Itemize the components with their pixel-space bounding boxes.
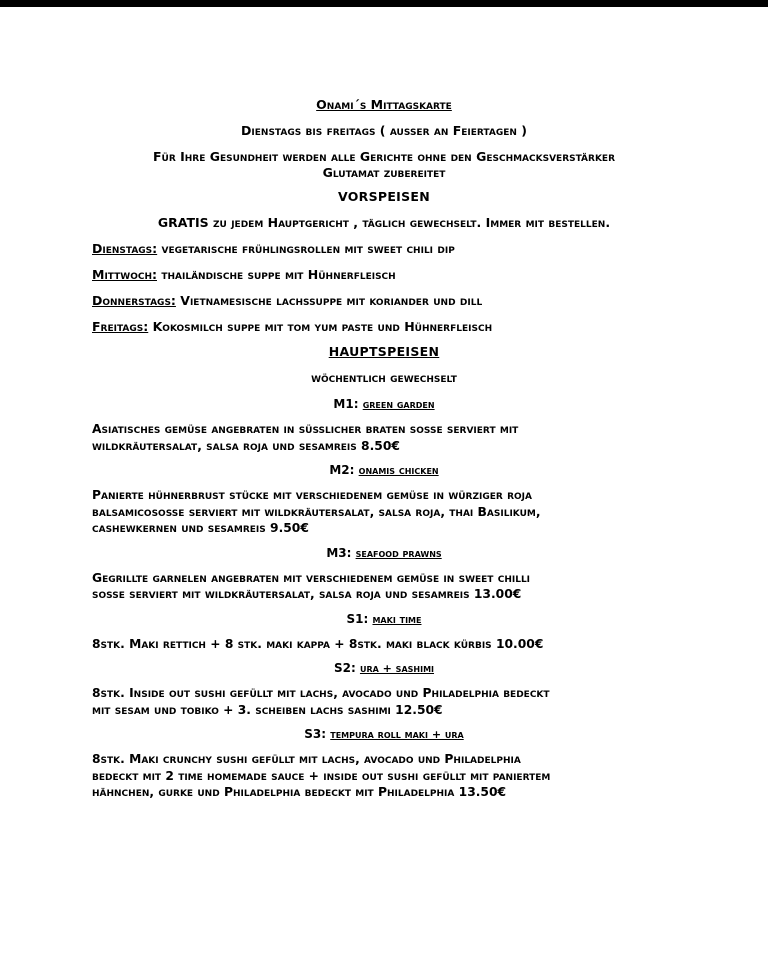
starter-day-label: Dienstags: [92, 241, 158, 256]
hauptspeisen-heading: HAUPTSPEISEN [328, 344, 440, 359]
starter-day-label: Donnerstags: [92, 293, 176, 308]
menu-document [92, 98, 676, 801]
dish-desc-line: wildkräutersalat, salsa roja und sesamreis 8.50€ [92, 438, 400, 453]
dish-heading-s2 [92, 661, 676, 676]
dish-name: ura + sashimi [359, 662, 435, 675]
vorspeisen-heading: VORSPEISEN [337, 189, 431, 204]
starter-day-dish: Vietnamesische lachssuppe mit koriander und dill [175, 293, 483, 308]
dish-desc-line: 8stk. Inside out sushi gefüllt mit lachs, avocado und Philadelphia bedeckt [92, 686, 550, 700]
dish-description-m1 [92, 421, 676, 454]
dish-heading-s3 [92, 727, 676, 742]
dish-code: M2: [329, 463, 359, 477]
starter-day-dish: Kokosmilch suppe mit tom yum paste und Hühnerfleisch [148, 319, 493, 334]
starter-day-row [92, 242, 676, 256]
starter-day-row [92, 320, 676, 334]
hauptspeisen-note: wöchentlich gewechselt [311, 370, 457, 385]
health-note-line-2: Glutamat zubereitet [322, 165, 446, 180]
dish-code: S1: [346, 611, 373, 626]
dish-name: onamis chicken [358, 464, 439, 477]
dish-desc-line: 8stk. Maki rettich + 8 stk. maki kappa + 8stk. maki black kürbis 10.00€ [92, 636, 544, 651]
dish-desc-line: balsamicososse serviert mit wildkräutersalat, salsa roja, thai Basilikum, [92, 504, 541, 519]
dish-desc-line: 8stk. Maki crunchy sushi gefüllt mit lachs, avocado und Philadelphia [92, 752, 521, 766]
starter-day-row [92, 294, 676, 308]
top-border [0, 0, 768, 7]
starter-day-label: Freitags: [92, 319, 149, 334]
dish-code: M3: [326, 545, 356, 560]
dish-code: S2: [333, 661, 360, 675]
dish-desc-line: hähnchen, gurke und Philadelphia bedeckt mit Philadelphia 13.50€ [92, 785, 507, 799]
dish-description-m2 [92, 487, 676, 537]
dish-description-s3 [92, 751, 676, 801]
dish-desc-line: Gegrillte garnelen angebraten mit verschiedenem gemüse in sweet chilli [92, 570, 531, 585]
dish-code: S3: [304, 727, 331, 741]
dish-desc-line: bedeckt mit 2 time homemade sauce + inside out sushi gefüllt mit paniertem [92, 768, 551, 783]
dish-heading-m2 [92, 463, 676, 478]
dish-code: M1: [333, 397, 363, 411]
dish-name: tempura roll maki + ura [330, 728, 464, 741]
menu-subtitle: Dienstags bis freitags ( ausser an Feiertagen ) [241, 123, 527, 138]
starter-day-dish: vegetarische frühlingsrollen mit sweet chili dip [157, 241, 455, 256]
dish-desc-line: mit sesam und tobiko + 3. scheiben lachs sashimi 12.50€ [92, 702, 443, 717]
vorspeisen-note: GRATIS zu jedem Hauptgericht , täglich gewechselt. Immer mit bestellen. [157, 215, 611, 230]
dish-name: seafood prawns [355, 546, 442, 560]
dish-name: maki time [372, 612, 422, 626]
menu-title: Onami´s Mittagskarte [316, 97, 452, 112]
dish-description-m3 [92, 570, 676, 603]
starter-day-row [92, 268, 676, 282]
dish-desc-line: cashewkernen und sesamreis 9.50€ [92, 521, 309, 535]
dish-heading-m3 [92, 546, 676, 561]
dish-description-s1 [92, 636, 676, 653]
dish-heading-s1 [92, 612, 676, 627]
health-note-line-1: Für Ihre Gesundheit werden alle Gerichte ohne den Geschmacksverstärker [152, 149, 615, 164]
dish-description-s2 [92, 685, 676, 718]
dish-heading-m1 [92, 397, 676, 412]
dish-name: green garden [362, 398, 435, 411]
starter-day-dish: thailändische suppe mit Hühnerfleisch [157, 267, 396, 282]
dish-desc-line: Asiatisches gemüse angebraten in süsslicher braten sosse serviert mit [92, 422, 519, 436]
dish-desc-line: Panierte hühnerbrust stücke mit verschiedenem gemüse in würziger roja [92, 488, 532, 502]
dish-desc-line: sosse serviert mit wildkräutersalat, salsa roja und sesamreis 13.00€ [92, 587, 522, 601]
starter-day-label: Mittwoch: [92, 267, 157, 282]
